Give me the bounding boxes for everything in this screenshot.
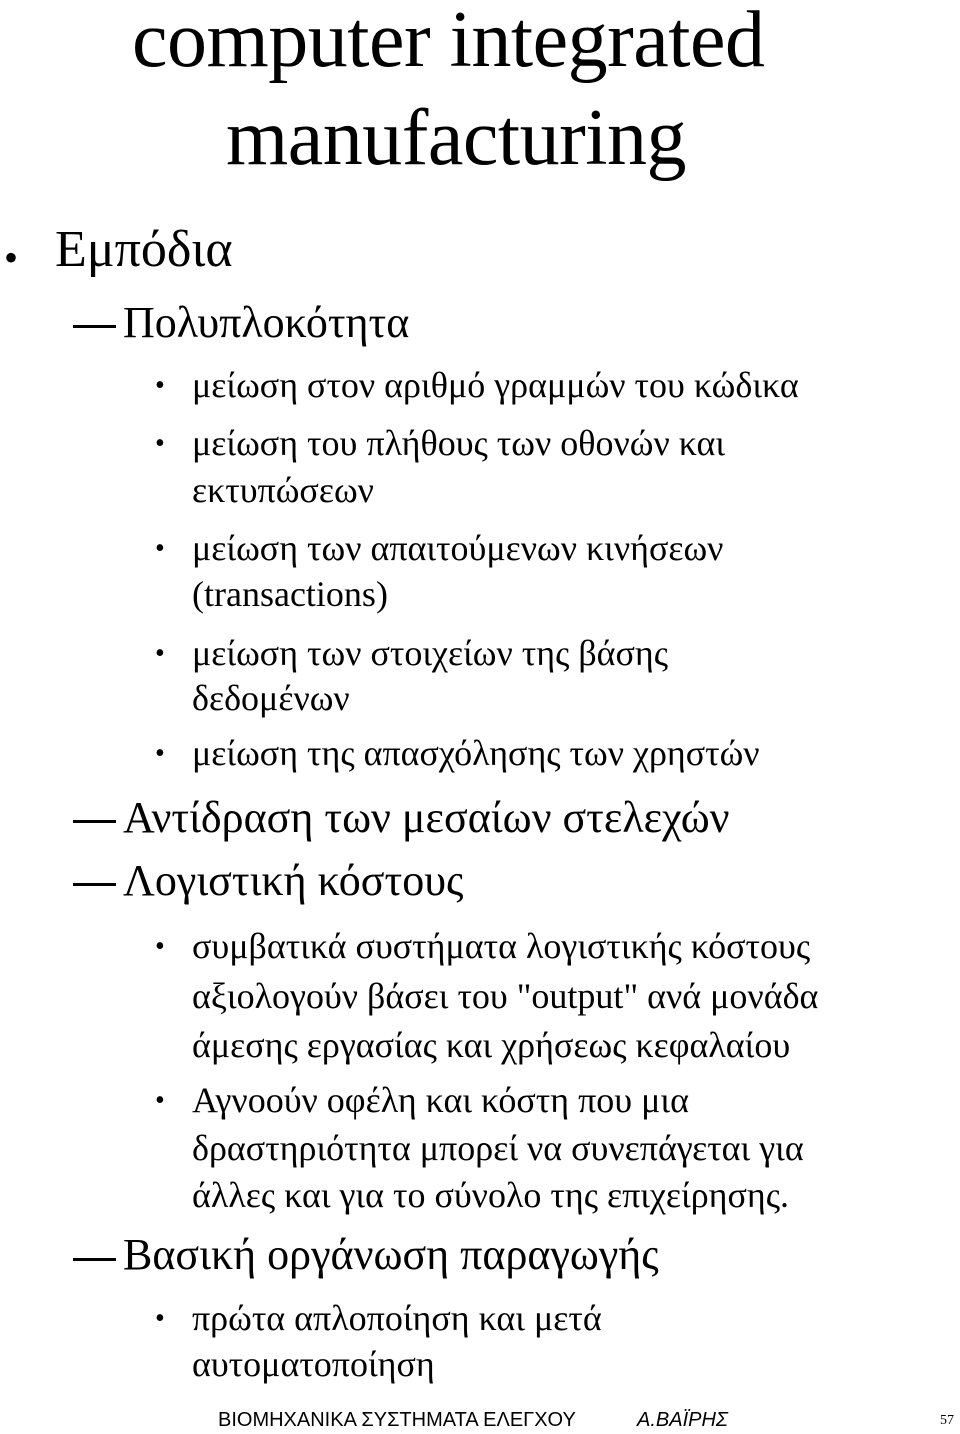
list-item-line: δεδομένων bbox=[192, 678, 350, 718]
section-label: Βασική οργάνωση παραγωγής bbox=[123, 1230, 659, 1279]
list-item-line: άλλες και για το σύνολο της επιχείρησης. bbox=[192, 1175, 789, 1215]
list-item-line: (transactions) bbox=[192, 574, 388, 614]
bullet-icon: • bbox=[155, 738, 165, 769]
bullet-icon: • bbox=[155, 428, 165, 459]
bullet-icon: • bbox=[155, 1303, 165, 1334]
slide-title-line-2: manufacturing bbox=[226, 94, 686, 182]
bullet-icon: • bbox=[4, 235, 19, 280]
list-item-line: αξιολογούν βάσει του "output" ανά μονάδα bbox=[192, 976, 819, 1016]
bullet-icon: • bbox=[155, 370, 165, 401]
list-item-line: μείωση των στοιχείων της βάσης bbox=[192, 633, 668, 673]
slide-title-line-1: computer integrated bbox=[132, 0, 765, 84]
list-item-line: εκτυπώσεων bbox=[192, 470, 374, 510]
list-item-line: πρώτα απλοποίηση και μετά bbox=[192, 1298, 602, 1338]
section-label: Λογιστική κόστους bbox=[123, 856, 464, 905]
list-item-line: μείωση στον αριθμό γραμμών του κώδικα bbox=[192, 365, 799, 405]
list-item-line: άμεσης εργασίας και χρήσεως κεφαλαίου bbox=[192, 1025, 791, 1065]
section-label: Πολυπλοκότητα bbox=[123, 298, 410, 347]
list-item-line: Αγνοούν οφέλη και κόστη που μια bbox=[192, 1080, 689, 1120]
section-label: Αντίδραση των μεσαίων στελεχών bbox=[123, 793, 730, 842]
dash-icon bbox=[73, 883, 116, 886]
dash-icon bbox=[73, 820, 116, 823]
list-item-line: μείωση του πλήθους των οθονών και bbox=[192, 423, 726, 463]
list-item-line: αυτοματοποίηση bbox=[192, 1344, 435, 1384]
list-item-line: συμβατικά συστήματα λογιστικής κόστους bbox=[192, 926, 811, 966]
heading-obstacles: Εμπόδια bbox=[55, 221, 233, 278]
list-item-line: δραστηριότητα μπορεί να συνεπάγεται για bbox=[192, 1128, 804, 1168]
list-item-line: μείωση της απασχόλησης των χρηστών bbox=[192, 733, 760, 773]
page-number: 57 bbox=[940, 1413, 954, 1428]
bullet-icon: • bbox=[155, 931, 165, 962]
list-item-line: μείωση των απαιτούμενων κινήσεων bbox=[192, 528, 724, 568]
bullet-icon: • bbox=[155, 638, 165, 669]
dash-icon bbox=[73, 1258, 116, 1261]
footer-author: Α.ΒΑΪΡΗΣ bbox=[637, 1409, 728, 1431]
bullet-icon: • bbox=[155, 533, 165, 564]
bullet-icon: • bbox=[155, 1085, 165, 1116]
dash-icon bbox=[73, 325, 116, 328]
footer-course: ΒΙΟΜΗΧΑΝΙΚΑ ΣΥΣΤΗΜΑΤΑ ΕΛΕΓΧΟΥ bbox=[218, 1409, 576, 1431]
